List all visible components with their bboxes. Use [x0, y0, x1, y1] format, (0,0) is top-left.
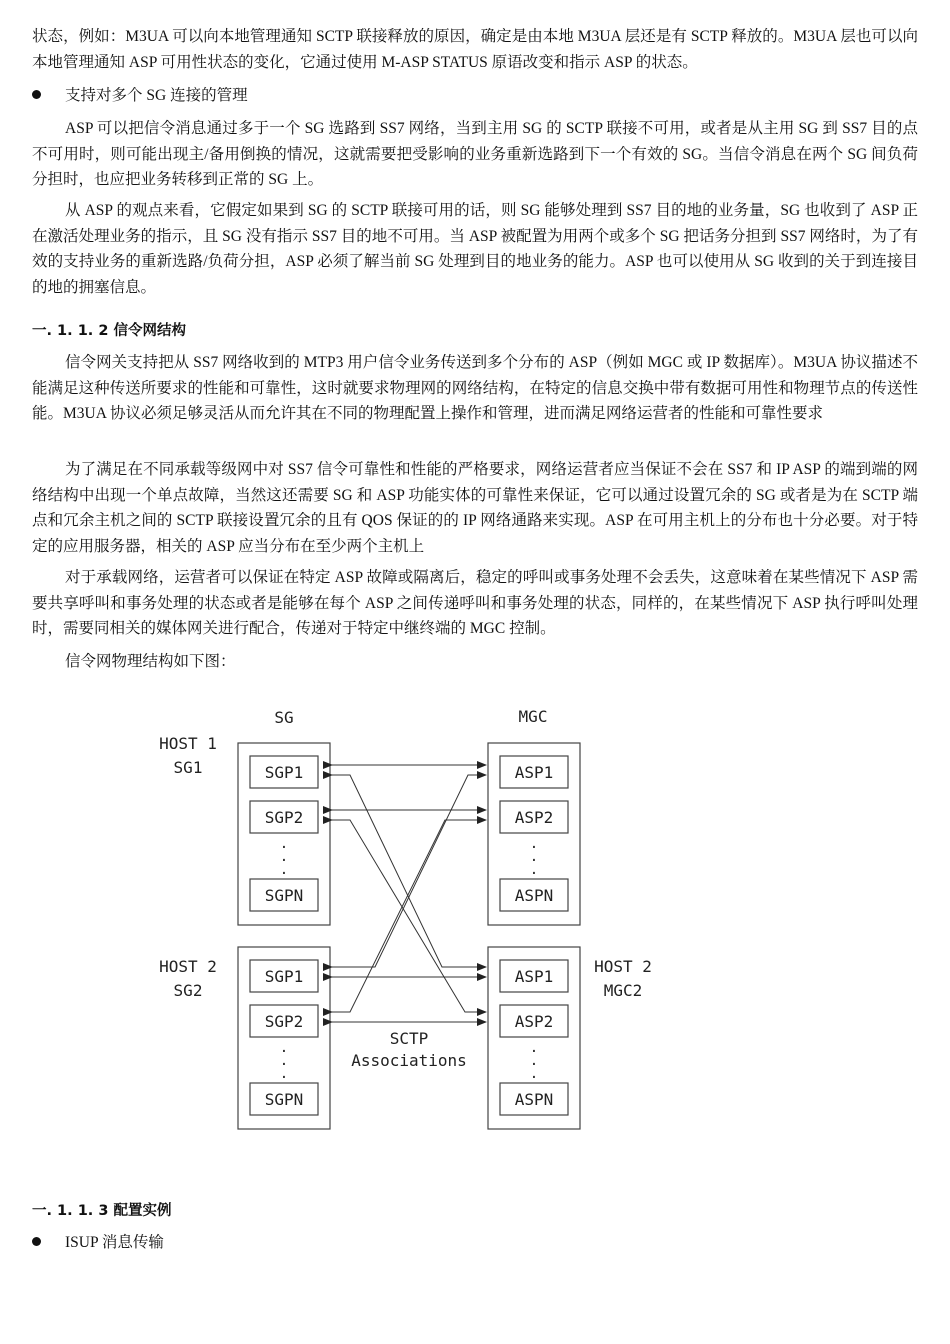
section-heading-config-example: 一. 1. 1. 3 配置实例: [32, 1203, 172, 1219]
sg2-ellipsis: .: [279, 1040, 289, 1056]
sg2-sgp2-label: SGP2: [264, 1012, 304, 1031]
sg2-ellipsis: .: [279, 1066, 289, 1082]
mgc1-ellipsis: .: [529, 849, 539, 865]
mgc1-ellipsis: .: [529, 836, 539, 852]
column-label-mgc: MGC: [518, 707, 548, 726]
mgc1-asp1-label: ASP1: [514, 763, 554, 782]
host2-sg-label: SG2: [173, 981, 203, 1000]
sctp-link-sg1sgp1-mgc2asp1: [332, 775, 486, 967]
host1-label: HOST 1: [159, 734, 217, 753]
paragraph-signaling-gateway: 信令网关支持把从 SS7 网络收到的 MTP3 用户信令业务传送到多个分布的 ASP（例如 MGC 或 IP 数据库）。M3UA 协议描述不能满足这种传送所要求的性能和可靠性，这时就要求物理网的网络结构，在特定的信息交换中带有数据可用性和物理节点的传送性能。M3UA 协议必须足够灵活从而允许其在不同的物理配置上操作和管理，进而满足网络运营者的性能和可靠性要求: [32, 354, 918, 422]
host2-label: HOST 2: [159, 957, 217, 976]
bullet-isup: [32, 1230, 164, 1255]
bullet-text: 支持对多个 SG 连接的管理: [65, 87, 248, 104]
section-heading-network-structure: 一. 1. 1. 2 信令网结构: [32, 323, 186, 339]
paragraph-m3ua-status: 状态，例如：M3UA 可以向本地管理通知 SCTP 联接释放的原因，确定是由本地 M3UA 层还是有 SCTP 释放的。M3UA 层也可以向本地管理通知 ASP 可用性状态的变化，它通过使用 M-ASP STATUS 原语改变和指示 ASP 的状态。: [32, 28, 918, 71]
mgc2-ellipsis: .: [529, 1053, 539, 1069]
bullet-dot-icon: [32, 90, 41, 99]
mgc2-ellipsis: .: [529, 1066, 539, 1082]
sg1-ellipsis: .: [279, 836, 289, 852]
host2-mgc2-label: MGC2: [603, 981, 643, 1000]
sg1-sgpn-label: SGPN: [264, 886, 304, 905]
sctp-link-sg2sgp2-mgc1asp2: [332, 820, 486, 1012]
bullet-dot-icon: [32, 1237, 41, 1246]
sctp-link-sg1sgp2-mgc2asp2: [332, 820, 486, 1012]
mgc2-ellipsis: .: [529, 1040, 539, 1056]
mgc1-aspn-label: ASPN: [514, 886, 554, 905]
sg1-ellipsis: .: [279, 862, 289, 878]
paragraph-bearer-network: 对于承载网络，运营者可以保证在特定 ASP 故障或隔离后，稳定的呼叫或事务处理不会丢失，这意味着在某些情况下 ASP 需要共享呼叫和事务处理的状态或者是能够在每个 ASP 之间传递呼叫和事务处理的状态，同样的，在某些情况下 ASP 执行呼叫处理时，需要同相关的媒体网关进行配合，传递对于特定中继终端的 MGC 控制。: [32, 569, 918, 637]
paragraph-figure-intro: 信令网物理结构如下图：: [65, 653, 236, 670]
sctp-label: SCTP: [389, 1029, 429, 1048]
sg1-ellipsis: .: [279, 849, 289, 865]
mgc2-asp1-label: ASP1: [514, 967, 554, 986]
sg1-sgp2-label: SGP2: [264, 808, 304, 827]
bullet-text: ISUP 消息传输: [65, 1234, 164, 1251]
paragraph-asp-view: 从 ASP 的观点来看，它假定如果到 SG 的 SCTP 联接可用的话，则 SG 能够处理到 SS7 目的地的业务量，SG 也收到了 ASP 正在激活处理业务的指示，且 SG 没有指示 SS7 目的地不可用。当 ASP 被配置为用两个或多个 SG 把话务分担到 SS7 网络时，为了有效的支持业务的重新选路/负荷分担，ASP 必须了解当前 SG 处理到目的地业务的能力。ASP 也可以使用从 SG 收到的关于到连接目的地的拥塞信息。: [32, 202, 918, 296]
host2-mgc-label: HOST 2: [594, 957, 652, 976]
paragraph-asp-routing: ASP 可以把信令消息通过多于一个 SG 选路到 SS7 网络，当到主用 SG 的 SCTP 联接不可用，或者是从主用 SG 到 SS7 目的点不可用时，则可能出现主/备用倒换的情况，这就需要把受影响的业务重新选路到下一个有效的 SG。当信令消息在两个 SG 间负荷分担时，也应把业务转移到正常的 SG 上。: [32, 120, 918, 188]
sctp-link-sg2sgp1-mgc1asp1: [332, 775, 486, 967]
sg2-sgp1-label: SGP1: [264, 967, 304, 986]
sg2-sgpn-label: SGPN: [264, 1090, 304, 1109]
bullet-multi-sg: [32, 83, 248, 108]
sg2-ellipsis: .: [279, 1053, 289, 1069]
sg1-sgp1-label: SGP1: [264, 763, 304, 782]
mgc2-aspn-label: ASPN: [514, 1090, 554, 1109]
host1-sg-label: SG1: [173, 758, 203, 777]
column-label-sg: SG: [274, 708, 294, 727]
mgc1-ellipsis: .: [529, 862, 539, 878]
sctp-network-diagram: [0, 690, 950, 1150]
mgc1-asp2-label: ASP2: [514, 808, 554, 827]
paragraph-reliability: 为了满足在不同承载等级网中对 SS7 信令可靠性和性能的严格要求，网络运营者应当保证不会在 SS7 和 IP ASP 的端到端的网络结构中出现一个单点故障，当然这还需要 SG 和 ASP 功能实体的可靠性来保证，它可以通过设置冗余的 SG 或者是为在 SCTP 端点和冗余主机之间的 SCTP 联接设置冗余的且有 QOS 保证的的 IP 网络通路来实现。ASP 在可用主机上的分布也十分必要。对于特定的应用服务器，相关的 ASP 应当分布在至少两个主机上: [32, 461, 918, 555]
associations-label: Associations: [351, 1051, 467, 1070]
mgc2-asp2-label: ASP2: [514, 1012, 554, 1031]
